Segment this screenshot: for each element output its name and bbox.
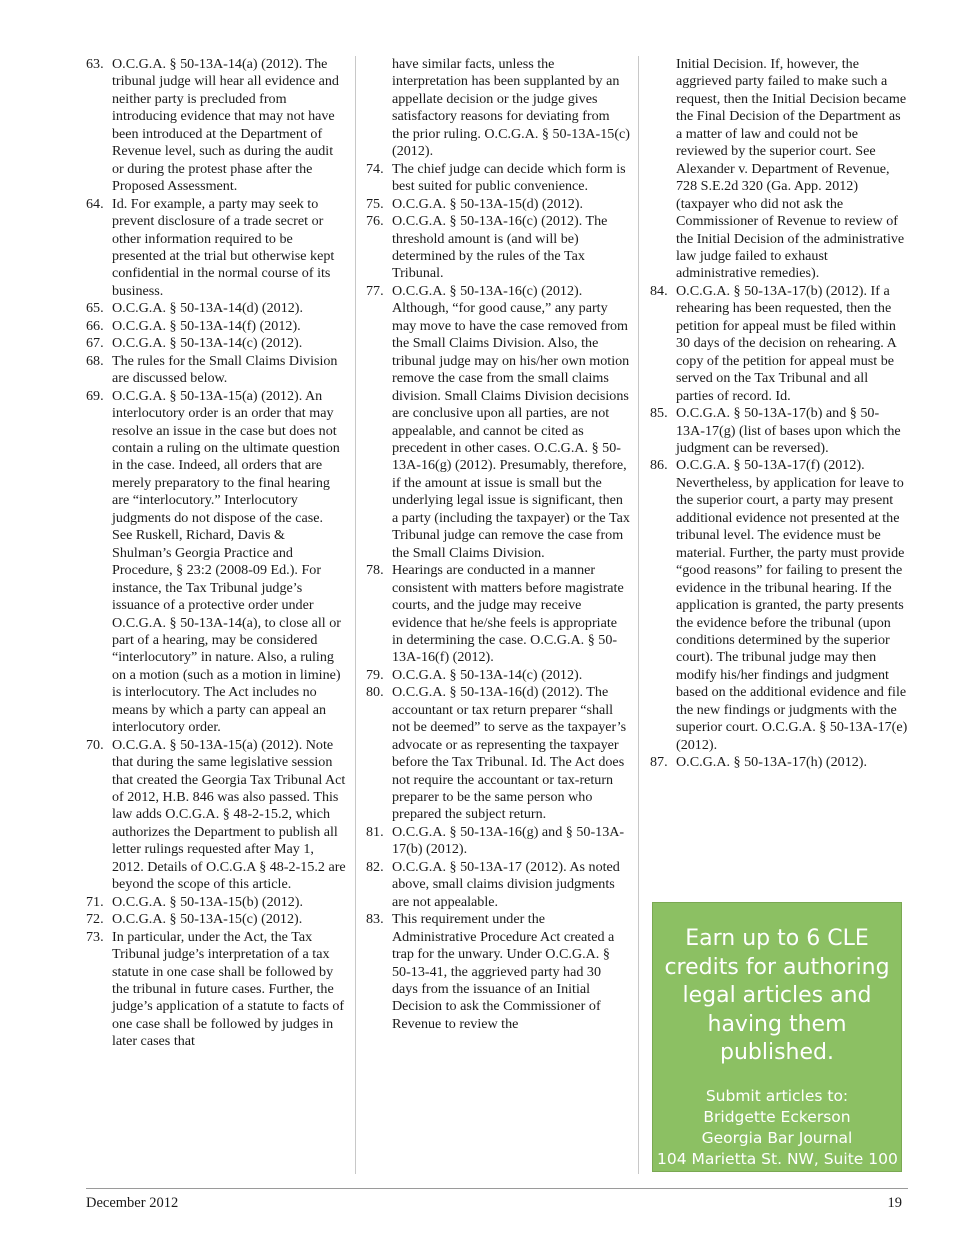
footnote-number: 79. <box>366 666 384 683</box>
ad-line: Bridgette Eckerson <box>703 1107 851 1126</box>
footnote-text: O.C.G.A. § 50-13A-15(a) (2012). An interlocutory order is an order that may resolve an issue in the case but does not contain a ruling on the ultimate question in the case. Indeed, all orders that are merely preparatory to the final hearing are “interlocutory.” Interlocutory judgments do not dispose of the case. See Ruskell, Richard, Davis & Shulman’s Georgia Practice and Procedure, § 23:2 (2008-09 Ed.). For instance, the Tax Tribunal judge’s issuance of a protective order under O.C.G.A. § 50-13A-14(a), to close all or part of a hearing, may be considered “interlocutory” in nature. Also, a ruling on a motion (such as a motion in limine) is interlocutory. The Act includes no means by which a party can appeal an interlocutory order. <box>112 387 341 736</box>
footnote <box>650 754 908 771</box>
footnote-text: O.C.G.A. § 50-13A-16(d) (2012). The accountant or tax return preparer “shall not be deemed” to serve as the taxpayer’s advocate or as representing the taxpayer before the Tax Tribunal. Id. The Act does not require the accountant or tax-return preparer to be the same person who prepared the subject return. <box>392 684 627 823</box>
footnote-number: 80. <box>366 684 384 701</box>
footnote-number: 64. <box>86 195 104 212</box>
footnote <box>86 56 346 196</box>
footnote <box>86 335 346 352</box>
footnote <box>366 911 630 1033</box>
footnote-text: O.C.G.A. § 50-13A-17(b) (2012). If a rehearing has been requested, then the petition for appeal must be filed within 30 days of the decision on rehearing. A copy of the petition for appeal must be served on the Tax Tribunal and all parties of record. Id. <box>676 282 896 404</box>
footer-divider <box>86 1188 908 1189</box>
footnote <box>86 894 346 911</box>
footnote-text: O.C.G.A. § 50-13A-14(c) (2012). <box>112 335 303 352</box>
footnote-number: 85. <box>650 405 668 422</box>
footnote <box>366 562 630 667</box>
footnote-number: 71. <box>86 893 104 910</box>
ad-headline: Earn up to 6 CLE credits for authoring legal articles and having them published. <box>664 926 890 1065</box>
footnote-text: O.C.G.A. § 50-13A-16(c) (2012). Although, “for good cause,” any party may move to have the case removed from the Small Claims Division. Also, the tribunal judge may on his/her own motion remove the case from the small claims division. Small Claims Division decisions are conclusive upon all parties, are not appealable, and cannot be cited as precedent in other cases. O.C.G.A. § 50-13A-16(g) (2012). Presumably, therefore, if the amount at issue is small but the underlying legal issue is significant, then a party (including the taxpayer) or the Tax Tribunal judge can remove the case from the Small Claims Division. <box>392 282 630 561</box>
column-divider <box>638 56 639 1174</box>
footnote <box>650 405 908 457</box>
footnotes-column-2 <box>366 56 630 1033</box>
footnote <box>86 388 346 737</box>
footnote-number: 87. <box>650 754 668 771</box>
footnote-number: 81. <box>366 823 384 840</box>
footnote <box>86 300 346 317</box>
footnote-text: O.C.G.A. § 50-13A-15(a) (2012). Note that during the same legislative session that created the Georgia Tax Tribunal Act of 2012, H.B. 846 was also passed. This law adds O.C.G.A. § 48-2-15.2, which authorizes the Department to publish all letter rulings requested after May 1, 2012. Details of O.C.G.A § 48-2-15.2 are beyond the scope of this article. <box>112 736 346 893</box>
footnote-number: 78. <box>366 562 384 579</box>
footnote-text: O.C.G.A. § 50-13A-15(b) (2012). <box>112 893 304 910</box>
footnote-text: Hearings are conducted in a manner consistent with matters before magistrate courts, and the judge may receive evidence that he/she feels is appropriate in determining the case. O.C.G.A. § 50-13A-16(f) (2012). <box>392 562 624 666</box>
ad-line: Georgia Bar Journal <box>701 1128 853 1147</box>
footnote <box>86 353 346 388</box>
footnote <box>366 667 630 684</box>
footnote-text: O.C.G.A. § 50-13A-14(f) (2012). <box>112 317 301 334</box>
footnote-text: O.C.G.A. § 50-13A-14(a) (2012). The tribunal judge will hear all evidence and neither party is precluded from introducing evidence that may not have been introduced at the Department of Revenue level, such as during the audit or during the protest phase after the Proposed Assessment. <box>112 56 339 195</box>
footnote-number: 74. <box>366 160 384 177</box>
footnote <box>366 161 630 196</box>
footnote-continuation: have similar facts, unless the interpretation has been supplanted by an appellate decision or the judge gives satisfactory reasons for deviating from the prior ruling. O.C.G.A. § 50-13A-15(c) (2012). <box>392 56 630 160</box>
ad-line: Submit articles to: <box>705 1086 849 1105</box>
footnote-number: 69. <box>86 387 104 404</box>
footnote-number: 68. <box>86 352 104 369</box>
footnote-text: O.C.G.A. § 50-13A-15(c) (2012). <box>112 911 303 928</box>
footnote-number: 86. <box>650 457 668 474</box>
footnote <box>366 684 630 824</box>
page-number: 19 <box>887 1195 902 1211</box>
footnote-text: O.C.G.A. § 50-13A-16(g) and § 50-13A-17(b) (2012). <box>392 823 625 858</box>
footnote-number: 70. <box>86 736 104 753</box>
footnote <box>650 457 908 754</box>
footnote <box>366 859 630 911</box>
footnote-number: 65. <box>86 300 104 317</box>
footnote-number: 77. <box>366 282 384 299</box>
footnote-number: 83. <box>366 911 384 928</box>
footnotes-column-1 <box>86 56 346 1051</box>
footnote-text: Id. For example, a party may seek to prevent disclosure of a trade secret or other information required to be presented at the trial but otherwise kept confidential in the normal course of its business. <box>112 195 335 299</box>
footnote <box>86 737 346 894</box>
footnote-text: O.C.G.A. § 50-13A-17(f) (2012). Nevertheless, by application for leave to the superior court, a party may present additional evidence not presented at the tribunal level. The evidence must be material. Further, the party must provide “good reasons” for failing to present the evidence in the tribunal hearing. If the application is granted, the party presents the evidence before the tribunal (upon conditions determined by the superior court). The tribunal judge may then modify his/her findings and judgment based on the additional evidence and file the new findings or judgments with the superior court. O.C.G.A. § 50-13A-17(e) (2012). <box>676 457 908 753</box>
ad-line: Atlanta, GA 30303 <box>705 1170 849 1189</box>
footnote <box>366 213 630 283</box>
ad-submission-address <box>657 1086 897 1191</box>
footnote-text: The rules for the Small Claims Division are discussed below. <box>112 352 338 387</box>
footnote-number: 73. <box>86 928 104 945</box>
footnote-text: O.C.G.A. § 50-13A-16(c) (2012). The threshold amount is (and will be) determined by the rules of the Tax Tribunal. <box>392 213 608 282</box>
footnote <box>86 318 346 335</box>
footnote <box>366 283 630 562</box>
footnote-text: This requirement under the Administrative Procedure Act created a trap for the unwary. Under O.C.G.A. § 50-13-41, the aggrieved party had 30 days from the issuance of an Initial Decision to ask the Commissioner of Revenue to review the <box>392 911 615 1032</box>
footnote-number: 75. <box>366 195 384 212</box>
footnote <box>86 911 346 928</box>
footnote-text: In particular, under the Act, the Tax Tribunal judge’s interpretation of a tax statute in one case shall be followed by the tribunal in future cases. Further, the judge’s application of a statute to facts of one case shall be followed by judges in later cases that <box>112 928 345 1050</box>
footnote-number: 76. <box>366 213 384 230</box>
footnote-number: 63. <box>86 56 104 72</box>
footnote-continuation: Initial Decision. If, however, the aggrieved party failed to make such a request, then the Initial Decision became the Final Decision of the Department as a matter of law and could not be reviewed by the superior court. See Alexander v. Department of Revenue, 728 S.E.2d 320 (Ga. App. 2012) (taxpayer who did not ask the Commissioner of Revenue to review of the Initial Decision of the administrative law judge failed to exhaust administrative remedies). <box>676 56 907 282</box>
footnote <box>86 929 346 1051</box>
column-divider <box>355 56 356 1174</box>
footnote <box>366 824 630 859</box>
footnote-text: O.C.G.A. § 50-13A-17(b) and § 50-13A-17(g) (list of bases upon which the judgment can be reversed). <box>676 405 901 456</box>
footnotes-column-3 <box>650 56 908 772</box>
footnote-number: 67. <box>86 335 104 352</box>
footnote-number: 82. <box>366 858 384 875</box>
footnote-text: The chief judge can decide which form is best suited for public convenience. <box>392 160 626 195</box>
footnote-text: O.C.G.A. § 50-13A-17(h) (2012). <box>676 754 868 771</box>
footnote <box>650 283 908 405</box>
footnote-text: O.C.G.A. § 50-13A-15(d) (2012). <box>392 195 584 212</box>
footnote-text: O.C.G.A. § 50-13A-14(d) (2012). <box>112 300 304 317</box>
footnote-text: O.C.G.A. § 50-13A-17 (2012). As noted above, small claims division judgments are not appealable. <box>392 858 620 910</box>
footnote <box>366 196 630 213</box>
cle-credits-advertisement <box>652 902 902 1189</box>
footnote <box>86 196 346 301</box>
issue-date: December 2012 <box>86 1195 179 1211</box>
footnote-text: O.C.G.A. § 50-13A-14(c) (2012). <box>392 666 583 683</box>
ad-line: 104 Marietta St. NW, Suite 100 <box>657 1149 898 1168</box>
footnote-number: 84. <box>650 282 668 299</box>
footnote-number: 66. <box>86 317 104 334</box>
footnote-number: 72. <box>86 911 104 928</box>
